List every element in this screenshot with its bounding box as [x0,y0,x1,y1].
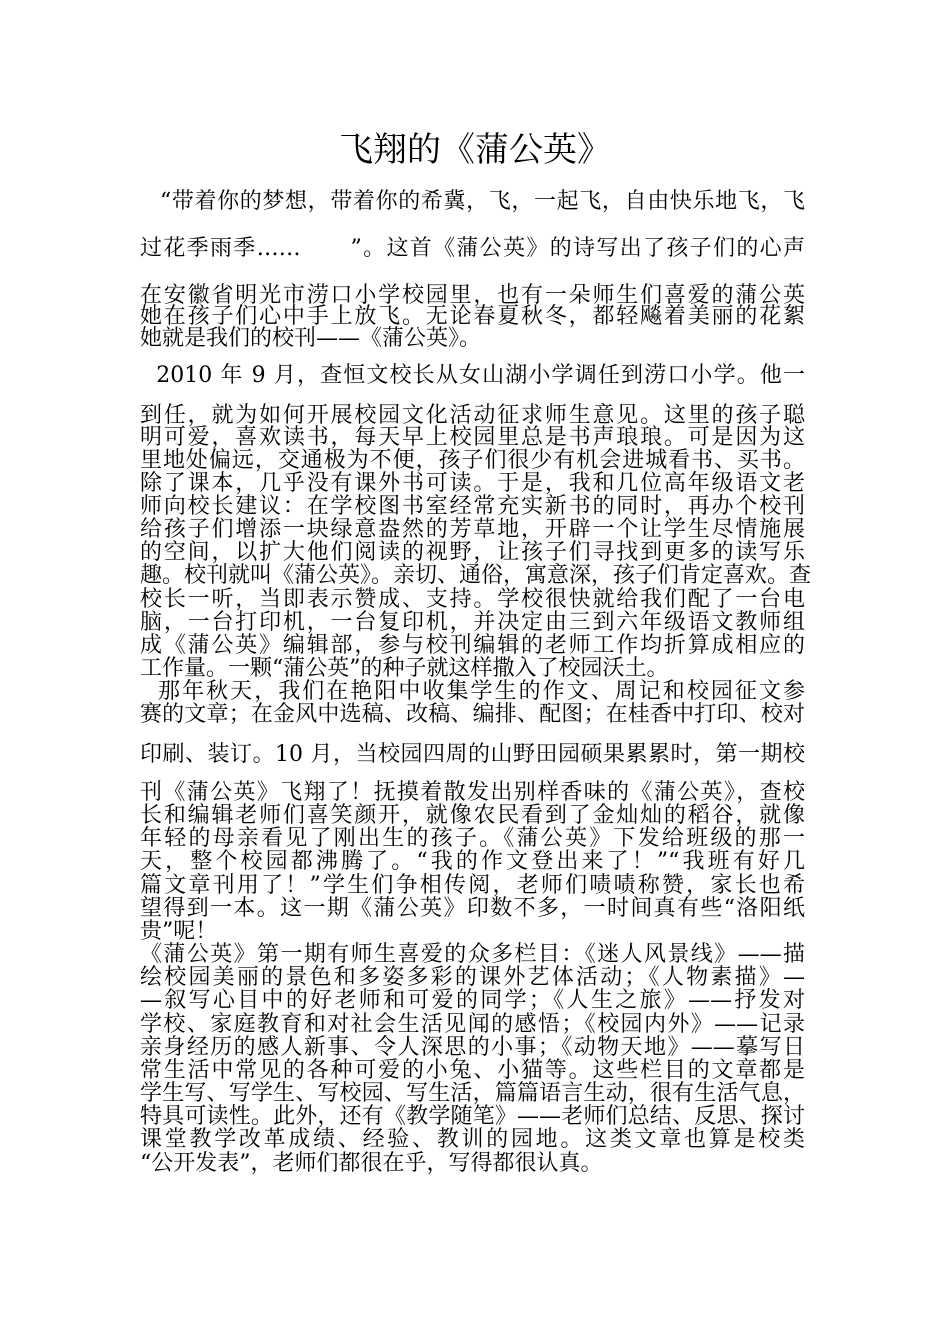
text-line: 给孩子们增添一块绿意盎然的芳草地，开辟一个让学生尽情施展 [140,517,805,542]
text-line: 工作量。一颗“蒲公英”的种子就这样撒入了校园沃土。 [140,656,669,681]
text-line: 学生写、写学生、写校园、写生活，篇篇语言生动，很有生活气息， [140,1081,805,1106]
text-line: 绘校园美丽的景色和多姿多彩的课外艺体活动；《人物素描》— [140,965,805,990]
text-line: 《蒲公英》第一期有师生喜爱的众多栏目：《迷人风景线》——描 [140,942,805,967]
text-line: 成《蒲公英》编辑部，参与校刊编辑的老师工作均折算成相应的 [140,633,805,658]
text-line: 常生活中常见的各种可爱的小兔、小猫等。这些栏目的文章都是 [140,1058,805,1083]
text-line: 望得到一本。这一期《蒲公英》印数不多，一时间真有些“洛阳纸 [140,896,805,921]
text-line: 亲身经历的感人新事、令人深思的小事；《动物天地》——摹写日 [140,1035,805,1060]
text-line: 趣。校刊就叫《蒲公英》。亲切、通俗，寓意深，孩子们肯定喜欢。查 [140,563,812,588]
text-line: 刊《蒲公英》飞翔了！抚摸着散发出别样香味的《蒲公英》，查校 [140,780,805,805]
text-line: 她就是我们的校刊——《蒲公英》。 [140,326,482,351]
text-line: 校长一听，当即表示赞成、支持。学校很快就给我们配了一台电 [140,587,805,612]
text-line: 2010 年 9 月，查恒文校长从女山湖小学调任到涝口小学。他一 [140,363,805,388]
text-line: “带着你的梦想，带着你的希冀，飞，一起飞，自由快乐地飞，飞 [160,189,805,214]
text-line: 赛的文章；在金风中选稿、改稿、编排、配图；在桂香中打印、校对 [140,702,805,727]
text-line: 学校、家庭教育和对社会生活见闻的感悟；《校园内外》——记录 [140,1012,805,1037]
text-line: 那年秋天，我们在艳阳中收集学生的作文、周记和校园征文参 [140,679,805,704]
text-line: 师向校长建议：在学校图书室经常充实新书的同时，再办个校刊 [140,494,805,519]
text-line: 过花季雨季…… ”。这首《蒲公英》的诗写出了孩子们的心声 [140,236,805,261]
page-title: 飞翔的《蒲公英》 [339,130,611,170]
text-line: 明可爱，喜欢读书，每天早上校园里总是书声琅琅。可是因为这 [140,425,805,450]
text-line: 篇文章刊用了！”学生们争相传阅，老师们啧啧称赞，家长也希 [140,873,805,898]
text-line: 她在孩子们心中手上放飞。无论春夏秋冬，都轻飚着美丽的花絮 [140,304,805,329]
text-line: 特具可读性。此外，还有《教学随笔》——老师们总结、反思、探讨 [140,1104,805,1129]
text-line: 在安徽省明光市涝口小学校园里，也有一朵师生们喜爱的蒲公英 [140,283,805,308]
text-line: 天，整个校园都沸腾了。“我的作文登出来了！”“我班有好几 [140,849,805,874]
text-line: 的空间，以扩大他们阅读的视野，让孩子们寻找到更多的读写乐 [140,540,805,565]
text-line: 里地处偏远，交通极为不便，孩子们很少有机会进城看书、买书。 [140,448,805,473]
text-line: 印刷、装订。10 月，当校园四周的山野田园硕果累累时，第一期校 [140,742,805,767]
text-line: 贵”呢！ [140,919,218,944]
text-line: 课堂教学改革成绩、经验、教训的园地。这类文章也算是校类 [140,1127,805,1152]
text-line: 到任，就为如何开展校园文化活动征求师生意见。这里的孩子聪 [140,403,805,428]
text-line: 长和编辑老师们喜笑颜开，就像农民看到了金灿灿的稻谷，就像 [140,803,805,828]
text-line: 年轻的母亲看见了刚出生的孩子。《蒲公英》下发给班级的那一 [140,826,805,851]
text-line: 除了课本，几乎没有课外书可读。于是，我和几位高年级语文老 [140,471,805,496]
text-line: “公开发表”，老师们都很在乎，写得都很认真。 [140,1151,603,1176]
text-line: 脑，一台打印机，一台复印机，并决定由三到六年级语文教师组 [140,610,805,635]
text-line: —叙写心目中的好老师和可爱的同学；《人生之旅》——抒发对 [140,988,805,1013]
